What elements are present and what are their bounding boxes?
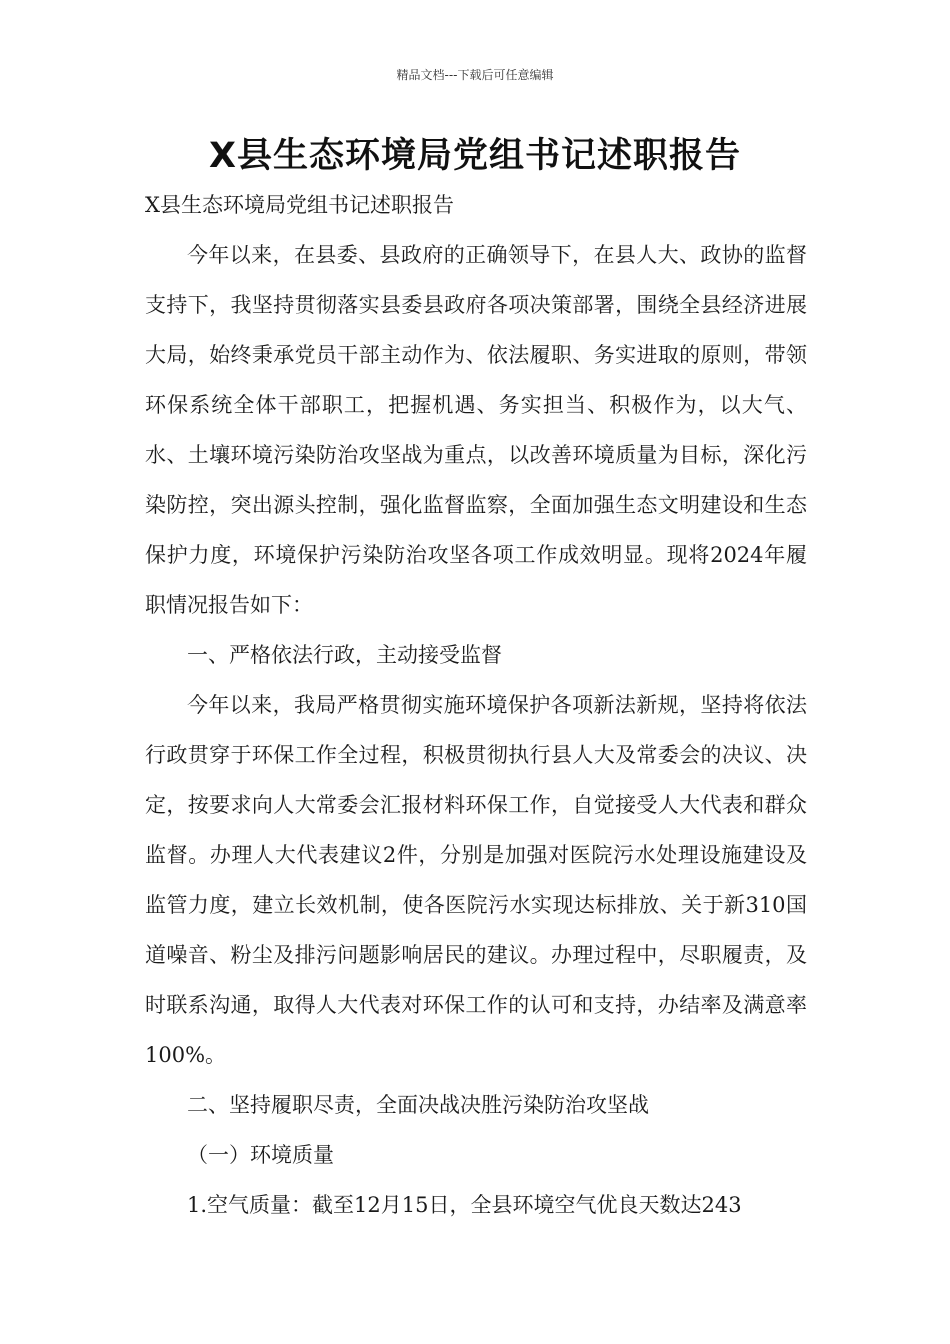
document-body [145,180,807,1230]
subsection-heading: （一）环境质量 [187,1143,334,1167]
paragraph-air-quality: 1.空气质量：截至12月15日，全县环境空气优良天数达243 [187,1193,742,1217]
paragraph-section-1: 今年以来，我局严格贯彻实施环境保护各项新法新规，坚持将依法行政贯穿于环保工作全过程，积极贯彻执行县人大及常委会的决议、决定，按要求向人大常委会汇报材料环保工作，自觉接受人大代表和群众监督。办理人大代表建议2件，分别是加强对医院污水处理设施建设及监管力度，建立长效机制，使各医院污水实现达标排放、关于新310国道噪音、粉尘及排污问题影响居民的建议。办理过程中，尽职履责，及时联系沟通，取得人大代表对环保工作的认可和支持，办结率及满意率100%。 [145,693,807,1067]
section-heading-2: 二、坚持履职尽责，全面决战决胜污染防治攻坚战 [187,1093,649,1117]
section-heading-1: 一、严格依法行政，主动接受监督 [187,643,502,667]
document-subtitle: X县生态环境局党组书记述职报告 [145,193,454,217]
paragraph-intro: 今年以来，在县委、县政府的正确领导下，在县人大、政协的监督支持下，我坚持贯彻落实县委县政府各项决策部署，围绕全县经济进展大局，始终秉承党员干部主动作为、依法履职、务实进取的原则，带领环保系统全体干部职工，把握机遇、务实担当、积极作为，以大气、水、土壤环境污染防治攻坚战为重点，以改善环境质量为目标，深化污染防控，突出源头控制，强化监督监察，全面加强生态文明建设和生态保护力度，环境保护污染防治攻坚各项工作成效明显。现将2024年履职情况报告如下： [145,243,807,617]
header-note: 精品文档---下载后可任意编辑 [396,68,554,82]
document-title: X县生态环境局党组书记述职报告 [209,136,741,176]
